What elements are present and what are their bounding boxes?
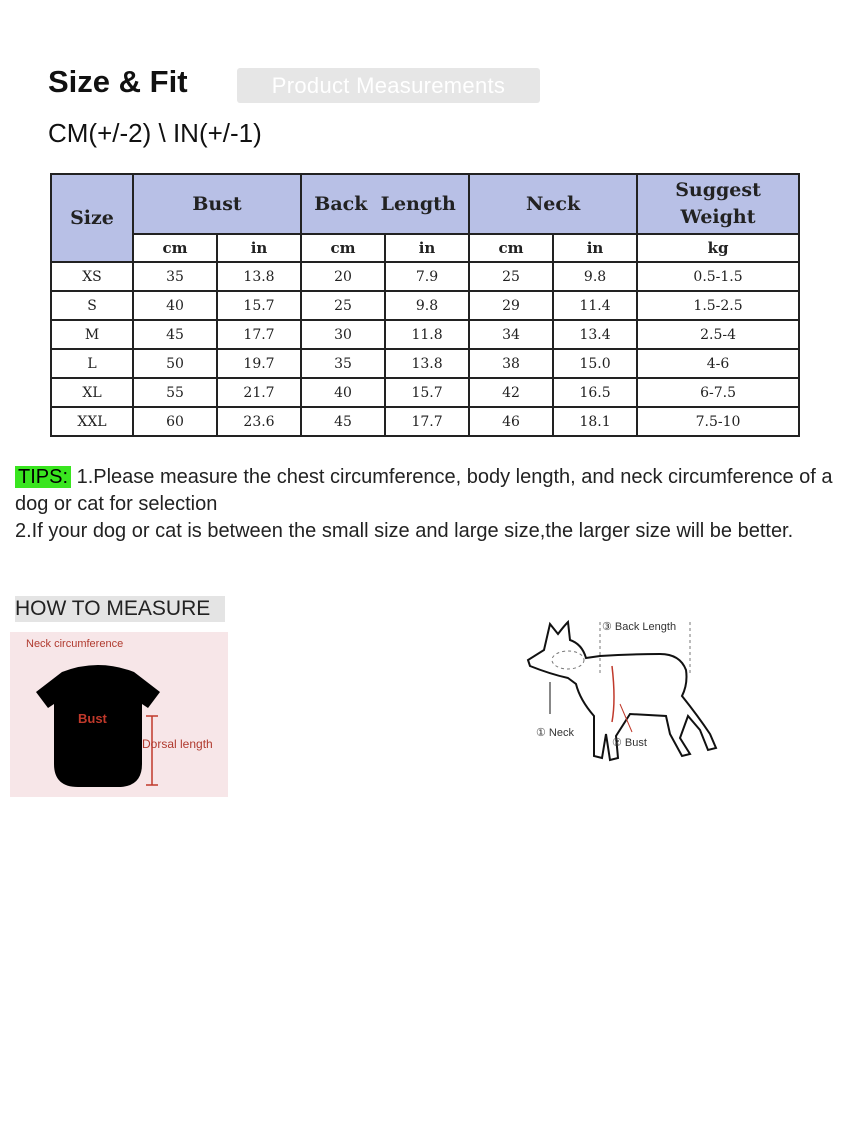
table-row [51, 291, 799, 320]
table-cell: 60 [133, 407, 217, 436]
table-cell: 0.5-1.5 [637, 262, 799, 291]
table-cell: 7.5-10 [637, 407, 799, 436]
bust-label: Bust [78, 711, 107, 726]
table-cell: 25 [469, 262, 553, 291]
unit-cell: cm [301, 234, 385, 262]
table-cell: 46 [469, 407, 553, 436]
bust-mark [612, 666, 614, 722]
table-cell: 9.8 [553, 262, 637, 291]
table-cell: 35 [301, 349, 385, 378]
table-cell: 40 [133, 291, 217, 320]
unit-cell: cm [133, 234, 217, 262]
unit-cell: kg [637, 234, 799, 262]
table-cell: 1.5-2.5 [637, 291, 799, 320]
table-cell: 7.9 [385, 262, 469, 291]
suggest-weight-header [637, 174, 799, 234]
neck-loop [552, 651, 584, 669]
table-cell: 13.8 [385, 349, 469, 378]
table-cell: 2.5-4 [637, 320, 799, 349]
table-cell: 18.1 [553, 407, 637, 436]
dog-measure-diagram [520, 604, 740, 774]
units-note: CM(+/-2) \ IN(+/-1) [48, 118, 262, 148]
table-cell: 15.7 [217, 291, 301, 320]
suggest-weight-line2: Weight [680, 206, 756, 228]
table-cell: 13.4 [553, 320, 637, 349]
table-row [51, 349, 799, 378]
tips-label: TIPS: [15, 466, 71, 488]
table-row [51, 262, 799, 291]
table-row [51, 320, 799, 349]
page-title: Size & Fit [48, 64, 188, 99]
table-cell: 4-6 [637, 349, 799, 378]
bust-header: Bust [133, 174, 301, 234]
table-cell: 21.7 [217, 378, 301, 407]
table-cell: 55 [133, 378, 217, 407]
table-cell: 40 [301, 378, 385, 407]
table-cell: 16.5 [553, 378, 637, 407]
shirt-measure-diagram [10, 632, 228, 797]
table-cell: L [51, 349, 133, 378]
table-cell: 17.7 [217, 320, 301, 349]
table-cell: XS [51, 262, 133, 291]
neck-header: Neck [469, 174, 637, 234]
bust-dog-label: ② Bust [612, 737, 647, 749]
table-cell: XL [51, 378, 133, 407]
table-row [51, 378, 799, 407]
table-cell: 45 [301, 407, 385, 436]
dorsal-length-label: Dorsal length [142, 737, 213, 751]
shirt-diagram-svg [10, 632, 228, 797]
table-cell: 6-7.5 [637, 378, 799, 407]
size-header: Size [51, 174, 133, 262]
table-cell: XXL [51, 407, 133, 436]
tips-line-1: 1.Please measure the chest circumference, body length, and neck circumference of a dog or cat for selection [15, 466, 833, 515]
table-cell: 34 [469, 320, 553, 349]
table-cell: 15.7 [385, 378, 469, 407]
neck-circumference-label: Neck circumference [26, 638, 124, 650]
unit-cell: in [553, 234, 637, 262]
table-cell: 23.6 [217, 407, 301, 436]
table-cell: 38 [469, 349, 553, 378]
table-cell: 17.7 [385, 407, 469, 436]
table-cell: 11.4 [553, 291, 637, 320]
shirt-shape [36, 665, 160, 787]
unit-cell: cm [469, 234, 553, 262]
suggest-weight-line1: Suggest [675, 179, 761, 201]
tips-paragraph [15, 464, 835, 545]
table-cell: S [51, 291, 133, 320]
table-header-row [51, 174, 799, 234]
table-cell: 11.8 [385, 320, 469, 349]
table-cell: 15.0 [553, 349, 637, 378]
back-length-header: Back Length [301, 174, 469, 234]
table-cell: 20 [301, 262, 385, 291]
unit-cell: in [385, 234, 469, 262]
table-cell: 13.8 [217, 262, 301, 291]
tips-line-2: 2.If your dog or cat is between the small size and large size,the larger size will be better. [15, 520, 794, 542]
table-row [51, 407, 799, 436]
table-cell: 35 [133, 262, 217, 291]
unit-row [51, 234, 799, 262]
table-cell: 30 [301, 320, 385, 349]
neck-label: ① Neck [536, 727, 574, 739]
table-cell: 9.8 [385, 291, 469, 320]
table-cell: 29 [469, 291, 553, 320]
size-chart-table [50, 173, 800, 437]
unit-cell: in [217, 234, 301, 262]
table-cell: M [51, 320, 133, 349]
how-to-measure-heading: HOW TO MEASURE [15, 596, 225, 622]
table-cell: 50 [133, 349, 217, 378]
product-measurements-badge: Product Measurements [237, 68, 540, 103]
back-length-label: ③ Back Length [602, 621, 677, 633]
table-cell: 19.7 [217, 349, 301, 378]
table-cell: 42 [469, 378, 553, 407]
table-cell: 25 [301, 291, 385, 320]
dog-diagram-svg [520, 604, 740, 774]
table-cell: 45 [133, 320, 217, 349]
